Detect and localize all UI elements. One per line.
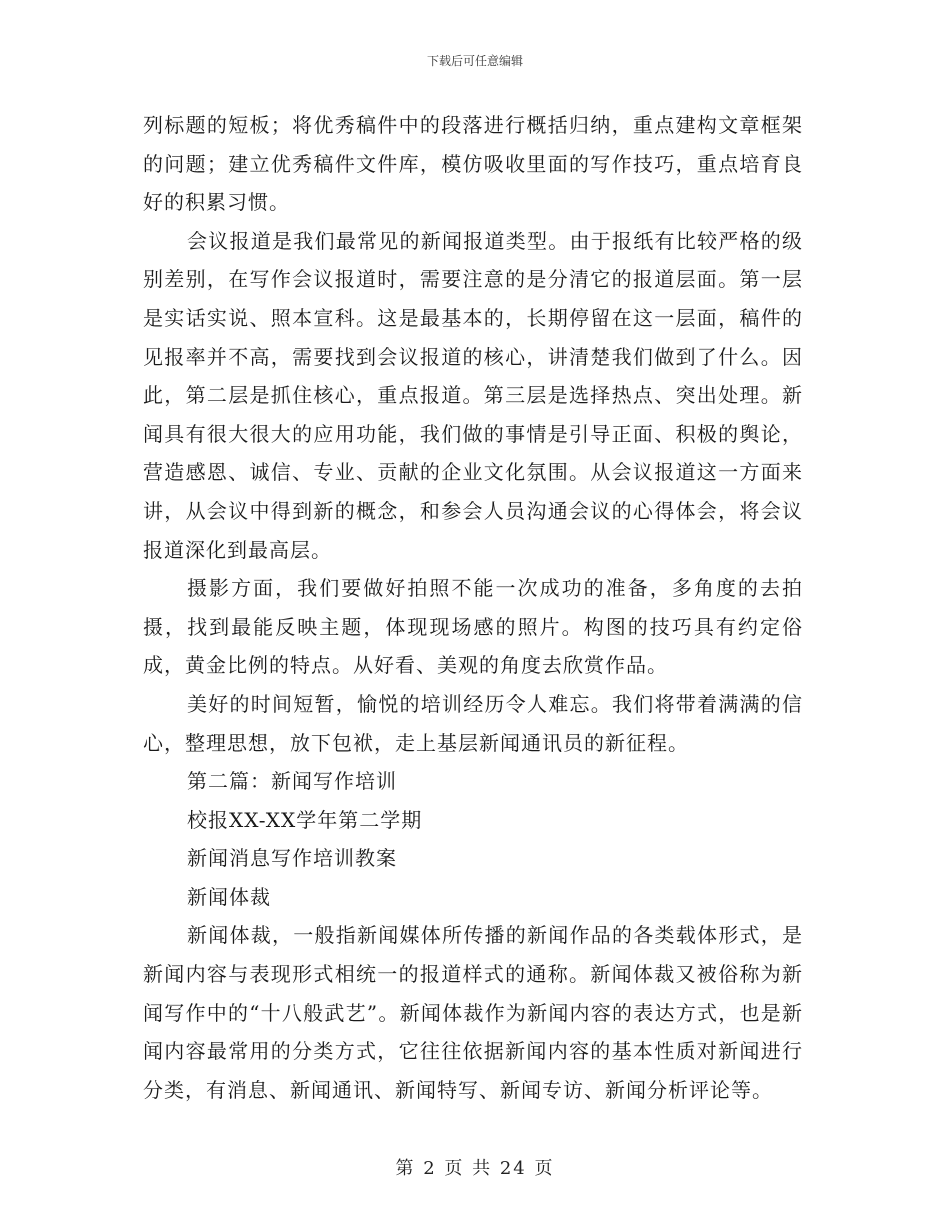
paragraph: 会议报道是我们最常见的新闻报道类型。由于报纸有比较严格的级别差别，在写作会议报道时，需要注意的是分清它的报道层面。第一层是实话实说、照本宣科。这是最基本的，长期停留在这一层面，稿件的见报率并不高，需要找到会议报道的核心，讲清楚我们做到了什么。因此，第二层是抓住核心，重点报道。第三层是选择热点、突出处理。新闻具有很大很大的应用功能，我们做的事情是引导正面、积极的舆论，营造感恩、诚信、专业、贡献的企业文化氛围。从会议报道这一方面来讲，从会议中得到新的概念，和参会人员沟通会议的心得体会，将会议报道深化到最高层。: [143, 228, 803, 562]
subtitle-line: 新闻消息写作培训教案: [187, 846, 397, 871]
paragraph: 摄影方面，我们要做好拍照不能一次成功的准备，多角度的去拍摄，找到最能反映主题，体现现场感的照片。构图的技巧具有约定俗成，黄金比例的特点。从好看、美观的角度去欣赏作品。: [143, 576, 803, 678]
paragraph: 列标题的短板；将优秀稿件中的段落进行概括归纳，重点建构文章框架的问题；建立优秀稿件文件库，模仿吸收里面的写作技巧，重点培育良好的积累习惯。: [143, 113, 803, 215]
paragraph: 新闻体裁，一般指新闻媒体所传播的新闻作品的各类载体形式，是新闻内容与表现形式相统一的报道样式的通称。新闻体裁又被俗称为新闻写作中的“十八般武艺”。新闻体裁作为新闻内容的表达方式，也是新闻内容最常用的分类方式，它往往依据新闻内容的基本性质对新闻进行分类，有消息、新闻通讯、新闻特写、新闻专访、新闻分析评论等。: [143, 923, 803, 1102]
heading: 新闻体裁: [187, 884, 271, 909]
page-header: 下载后可任意编辑: [426, 54, 523, 68]
subtitle-line: 校报XX-XX学年第二学期: [187, 807, 423, 832]
section-title: 第二篇：新闻写作培训: [187, 769, 397, 794]
document-body: [143, 106, 803, 1109]
page-number: 第 2 页 共 24 页: [395, 1158, 555, 1179]
paragraph: 美好的时间短暂，愉悦的培训经历令人难忘。我们将带着满满的信心，整理思想，放下包袱，走上基层新闻通讯员的新征程。: [143, 691, 803, 755]
